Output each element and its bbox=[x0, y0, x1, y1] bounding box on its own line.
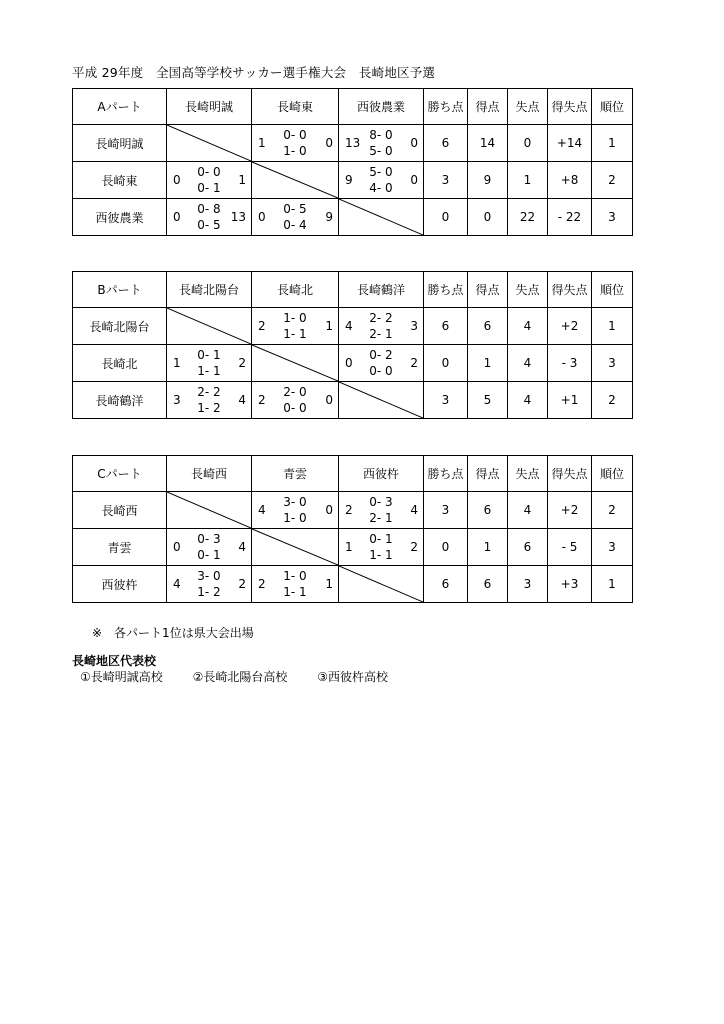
column-team-name: 西彼杵 bbox=[339, 456, 424, 492]
goals-against-value: 4 bbox=[508, 345, 548, 382]
goals-against-value: 4 bbox=[508, 382, 548, 419]
match-result bbox=[339, 125, 424, 162]
diagonal-line bbox=[167, 125, 251, 161]
goals-for-value: 9 bbox=[468, 162, 508, 199]
goals-against-value: 4 bbox=[508, 308, 548, 345]
total-goals-against: 0 bbox=[410, 136, 418, 150]
total-goals-for: 3 bbox=[173, 393, 181, 407]
qualification-note: ※ 各パート1位は県大会出場 bbox=[92, 626, 254, 640]
stat-header: 順位 bbox=[592, 456, 633, 492]
document-title: 平成 29年度 全国高等学校サッカー選手権大会 長崎地区予選 bbox=[72, 65, 436, 80]
diagonal-cell bbox=[339, 199, 424, 236]
total-goals-for: 0 bbox=[173, 540, 181, 554]
first-half-score: 2- 2 bbox=[197, 385, 221, 399]
match-result bbox=[252, 308, 339, 345]
rank-value: 3 bbox=[592, 345, 633, 382]
first-half-score: 2- 0 bbox=[283, 385, 307, 399]
first-half-score: 0- 3 bbox=[369, 495, 393, 509]
diagonal-line bbox=[252, 529, 338, 565]
total-goals-against: 0 bbox=[325, 393, 333, 407]
total-goals-for: 0 bbox=[258, 210, 266, 224]
match-result bbox=[339, 308, 424, 345]
stat-header: 得失点 bbox=[548, 89, 592, 125]
points-value: 3 bbox=[424, 382, 468, 419]
total-goals-for: 0 bbox=[345, 356, 353, 370]
total-goals-against: 13 bbox=[230, 210, 246, 224]
match-result bbox=[339, 162, 424, 199]
stat-header: 失点 bbox=[508, 272, 548, 308]
match-result-inner bbox=[339, 492, 423, 528]
row-team-name: 長崎明誠 bbox=[73, 125, 167, 162]
column-team-name: 長崎鶴洋 bbox=[339, 272, 424, 308]
diagonal-cell bbox=[339, 382, 424, 419]
points-value: 3 bbox=[424, 162, 468, 199]
goals-against-value: 1 bbox=[508, 162, 548, 199]
table-row bbox=[73, 345, 633, 382]
second-half-score: 0- 5 bbox=[197, 218, 221, 232]
column-team-name: 長崎東 bbox=[252, 89, 339, 125]
row-team-name: 長崎東 bbox=[73, 162, 167, 199]
column-team-name: 長崎西 bbox=[167, 456, 252, 492]
diagonal-line bbox=[167, 308, 251, 344]
match-result-inner bbox=[339, 529, 423, 565]
header-row bbox=[73, 89, 633, 125]
rank-value: 1 bbox=[592, 566, 633, 603]
match-result-inner bbox=[339, 345, 423, 381]
table-row bbox=[73, 125, 633, 162]
total-goals-for: 2 bbox=[258, 577, 266, 591]
second-half-score: 0- 0 bbox=[369, 364, 393, 378]
second-half-score: 1- 0 bbox=[283, 144, 307, 158]
rank-value: 1 bbox=[592, 308, 633, 345]
table-row bbox=[73, 162, 633, 199]
diagonal-line bbox=[339, 566, 423, 602]
first-half-score: 5- 0 bbox=[369, 165, 393, 179]
representative-item: ③西彼杵高校 bbox=[317, 670, 388, 684]
league-table bbox=[72, 271, 633, 419]
match-result bbox=[167, 199, 252, 236]
goal-difference-value: +2 bbox=[548, 492, 592, 529]
first-half-score: 1- 0 bbox=[283, 569, 307, 583]
rank-value: 1 bbox=[592, 125, 633, 162]
match-result-inner bbox=[252, 199, 338, 235]
match-result-inner bbox=[339, 162, 423, 198]
goals-against-value: 6 bbox=[508, 529, 548, 566]
stat-header: 得失点 bbox=[548, 272, 592, 308]
column-team-name: 長崎北陽台 bbox=[167, 272, 252, 308]
match-result bbox=[339, 492, 424, 529]
goals-for-value: 0 bbox=[468, 199, 508, 236]
match-result-inner bbox=[167, 345, 251, 381]
total-goals-for: 1 bbox=[258, 136, 266, 150]
total-goals-for: 0 bbox=[173, 210, 181, 224]
table-row bbox=[73, 492, 633, 529]
representative-item: ②長崎北陽台高校 bbox=[192, 670, 288, 684]
column-team-name: 長崎北 bbox=[252, 272, 339, 308]
table-row bbox=[73, 199, 633, 236]
league-table bbox=[72, 455, 633, 603]
match-result-inner bbox=[252, 566, 338, 602]
first-half-score: 3- 0 bbox=[197, 569, 221, 583]
goals-against-value: 3 bbox=[508, 566, 548, 603]
total-goals-for: 2 bbox=[345, 503, 353, 517]
match-result bbox=[167, 566, 252, 603]
goal-difference-value: - 22 bbox=[548, 199, 592, 236]
first-half-score: 0- 1 bbox=[369, 532, 393, 546]
diagonal-cell bbox=[252, 345, 339, 382]
second-half-score: 2- 1 bbox=[369, 327, 393, 341]
second-half-score: 0- 4 bbox=[283, 218, 307, 232]
total-goals-for: 0 bbox=[173, 173, 181, 187]
points-value: 0 bbox=[424, 199, 468, 236]
second-half-score: 1- 1 bbox=[283, 585, 307, 599]
goals-against-value: 0 bbox=[508, 125, 548, 162]
diagonal-line bbox=[339, 382, 423, 418]
second-half-score: 1- 2 bbox=[197, 401, 221, 415]
match-result-inner bbox=[167, 566, 251, 602]
match-result-inner bbox=[252, 125, 338, 161]
goals-against-value: 22 bbox=[508, 199, 548, 236]
total-goals-against: 9 bbox=[325, 210, 333, 224]
column-team-name: 青雲 bbox=[252, 456, 339, 492]
total-goals-against: 2 bbox=[410, 540, 418, 554]
second-half-score: 0- 1 bbox=[197, 181, 221, 195]
match-result-inner bbox=[252, 492, 338, 528]
row-team-name: 長崎北陽台 bbox=[73, 308, 167, 345]
stat-header: 得点 bbox=[468, 89, 508, 125]
row-team-name: 西彼農業 bbox=[73, 199, 167, 236]
first-half-score: 8- 0 bbox=[369, 128, 393, 142]
match-result-inner bbox=[252, 382, 338, 418]
column-team-name: 長崎明誠 bbox=[167, 89, 252, 125]
diagonal-cell bbox=[167, 125, 252, 162]
goals-for-value: 14 bbox=[468, 125, 508, 162]
rank-value: 3 bbox=[592, 199, 633, 236]
second-half-score: 5- 0 bbox=[369, 144, 393, 158]
goal-difference-value: +8 bbox=[548, 162, 592, 199]
part-name: Bパート bbox=[73, 272, 167, 308]
league-table bbox=[72, 88, 633, 236]
row-team-name: 青雲 bbox=[73, 529, 167, 566]
row-team-name: 西彼杵 bbox=[73, 566, 167, 603]
goal-difference-value: - 3 bbox=[548, 345, 592, 382]
match-result bbox=[339, 529, 424, 566]
diagonal-cell bbox=[167, 308, 252, 345]
match-result-inner bbox=[252, 308, 338, 344]
total-goals-for: 1 bbox=[345, 540, 353, 554]
goals-for-value: 1 bbox=[468, 529, 508, 566]
diagonal-cell bbox=[252, 162, 339, 199]
total-goals-against: 1 bbox=[238, 173, 246, 187]
second-half-score: 0- 0 bbox=[283, 401, 307, 415]
header-row bbox=[73, 456, 633, 492]
match-result-inner bbox=[167, 382, 251, 418]
total-goals-against: 1 bbox=[325, 577, 333, 591]
representative-item: ①長崎明誠高校 bbox=[80, 670, 163, 684]
goals-for-value: 5 bbox=[468, 382, 508, 419]
representatives-title: 長崎地区代表校 bbox=[72, 654, 157, 668]
stat-header: 勝ち点 bbox=[424, 272, 468, 308]
points-value: 0 bbox=[424, 529, 468, 566]
match-result bbox=[339, 345, 424, 382]
rank-value: 2 bbox=[592, 492, 633, 529]
goals-for-value: 6 bbox=[468, 308, 508, 345]
match-result bbox=[252, 125, 339, 162]
column-team-name: 西彼農業 bbox=[339, 89, 424, 125]
stat-header: 失点 bbox=[508, 89, 548, 125]
total-goals-against: 2 bbox=[410, 356, 418, 370]
diagonal-line bbox=[252, 162, 338, 198]
goals-for-value: 6 bbox=[468, 566, 508, 603]
match-result bbox=[252, 566, 339, 603]
stat-header: 順位 bbox=[592, 272, 633, 308]
first-half-score: 0- 3 bbox=[197, 532, 221, 546]
total-goals-against: 3 bbox=[410, 319, 418, 333]
table-row bbox=[73, 529, 633, 566]
row-team-name: 長崎北 bbox=[73, 345, 167, 382]
rank-value: 3 bbox=[592, 529, 633, 566]
stat-header: 得点 bbox=[468, 272, 508, 308]
match-result bbox=[252, 199, 339, 236]
second-half-score: 1- 1 bbox=[369, 548, 393, 562]
goal-difference-value: +2 bbox=[548, 308, 592, 345]
row-team-name: 長崎鶴洋 bbox=[73, 382, 167, 419]
total-goals-against: 4 bbox=[410, 503, 418, 517]
representatives-list bbox=[80, 668, 414, 685]
match-result bbox=[167, 529, 252, 566]
match-result bbox=[167, 162, 252, 199]
second-half-score: 1- 2 bbox=[197, 585, 221, 599]
points-value: 0 bbox=[424, 345, 468, 382]
total-goals-for: 9 bbox=[345, 173, 353, 187]
first-half-score: 3- 0 bbox=[283, 495, 307, 509]
goals-for-value: 6 bbox=[468, 492, 508, 529]
total-goals-against: 0 bbox=[325, 503, 333, 517]
rank-value: 2 bbox=[592, 162, 633, 199]
total-goals-against: 2 bbox=[238, 577, 246, 591]
match-result-inner bbox=[339, 125, 423, 161]
first-half-score: 0- 0 bbox=[283, 128, 307, 142]
total-goals-for: 2 bbox=[258, 393, 266, 407]
match-result-inner bbox=[167, 162, 251, 198]
row-team-name: 長崎西 bbox=[73, 492, 167, 529]
goal-difference-value: +3 bbox=[548, 566, 592, 603]
diagonal-cell bbox=[339, 566, 424, 603]
goal-difference-value: - 5 bbox=[548, 529, 592, 566]
second-half-score: 2- 1 bbox=[369, 511, 393, 525]
first-half-score: 1- 0 bbox=[283, 311, 307, 325]
match-result bbox=[167, 345, 252, 382]
total-goals-against: 4 bbox=[238, 393, 246, 407]
first-half-score: 0- 5 bbox=[283, 202, 307, 216]
part-name: Aパート bbox=[73, 89, 167, 125]
first-half-score: 0- 0 bbox=[197, 165, 221, 179]
total-goals-for: 4 bbox=[345, 319, 353, 333]
goals-against-value: 4 bbox=[508, 492, 548, 529]
total-goals-for: 1 bbox=[173, 356, 181, 370]
stat-header: 順位 bbox=[592, 89, 633, 125]
points-value: 3 bbox=[424, 492, 468, 529]
first-half-score: 2- 2 bbox=[369, 311, 393, 325]
total-goals-for: 4 bbox=[173, 577, 181, 591]
points-value: 6 bbox=[424, 125, 468, 162]
match-result-inner bbox=[339, 308, 423, 344]
rank-value: 2 bbox=[592, 382, 633, 419]
first-half-score: 0- 2 bbox=[369, 348, 393, 362]
second-half-score: 4- 0 bbox=[369, 181, 393, 195]
total-goals-for: 2 bbox=[258, 319, 266, 333]
second-half-score: 1- 0 bbox=[283, 511, 307, 525]
header-row bbox=[73, 272, 633, 308]
stat-header: 得点 bbox=[468, 456, 508, 492]
first-half-score: 0- 1 bbox=[197, 348, 221, 362]
second-half-score: 1- 1 bbox=[283, 327, 307, 341]
match-result bbox=[252, 382, 339, 419]
total-goals-against: 0 bbox=[325, 136, 333, 150]
goals-for-value: 1 bbox=[468, 345, 508, 382]
second-half-score: 1- 1 bbox=[197, 364, 221, 378]
points-value: 6 bbox=[424, 308, 468, 345]
total-goals-against: 2 bbox=[238, 356, 246, 370]
part-name: Cパート bbox=[73, 456, 167, 492]
match-result-inner bbox=[167, 199, 251, 235]
second-half-score: 0- 1 bbox=[197, 548, 221, 562]
stat-header: 勝ち点 bbox=[424, 456, 468, 492]
diagonal-line bbox=[339, 199, 423, 235]
match-result bbox=[252, 492, 339, 529]
match-result-inner bbox=[167, 529, 251, 565]
match-result bbox=[167, 382, 252, 419]
first-half-score: 0- 8 bbox=[197, 202, 221, 216]
total-goals-for: 13 bbox=[345, 136, 361, 150]
total-goals-against: 0 bbox=[410, 173, 418, 187]
table-row bbox=[73, 382, 633, 419]
diagonal-line bbox=[252, 345, 338, 381]
points-value: 6 bbox=[424, 566, 468, 603]
table-row bbox=[73, 308, 633, 345]
stat-header: 失点 bbox=[508, 456, 548, 492]
diagonal-cell bbox=[167, 492, 252, 529]
stat-header: 勝ち点 bbox=[424, 89, 468, 125]
total-goals-against: 4 bbox=[238, 540, 246, 554]
goal-difference-value: +14 bbox=[548, 125, 592, 162]
diagonal-cell bbox=[252, 529, 339, 566]
diagonal-line bbox=[167, 492, 251, 528]
table-row bbox=[73, 566, 633, 603]
goal-difference-value: +1 bbox=[548, 382, 592, 419]
total-goals-for: 4 bbox=[258, 503, 266, 517]
total-goals-against: 1 bbox=[325, 319, 333, 333]
stat-header: 得失点 bbox=[548, 456, 592, 492]
